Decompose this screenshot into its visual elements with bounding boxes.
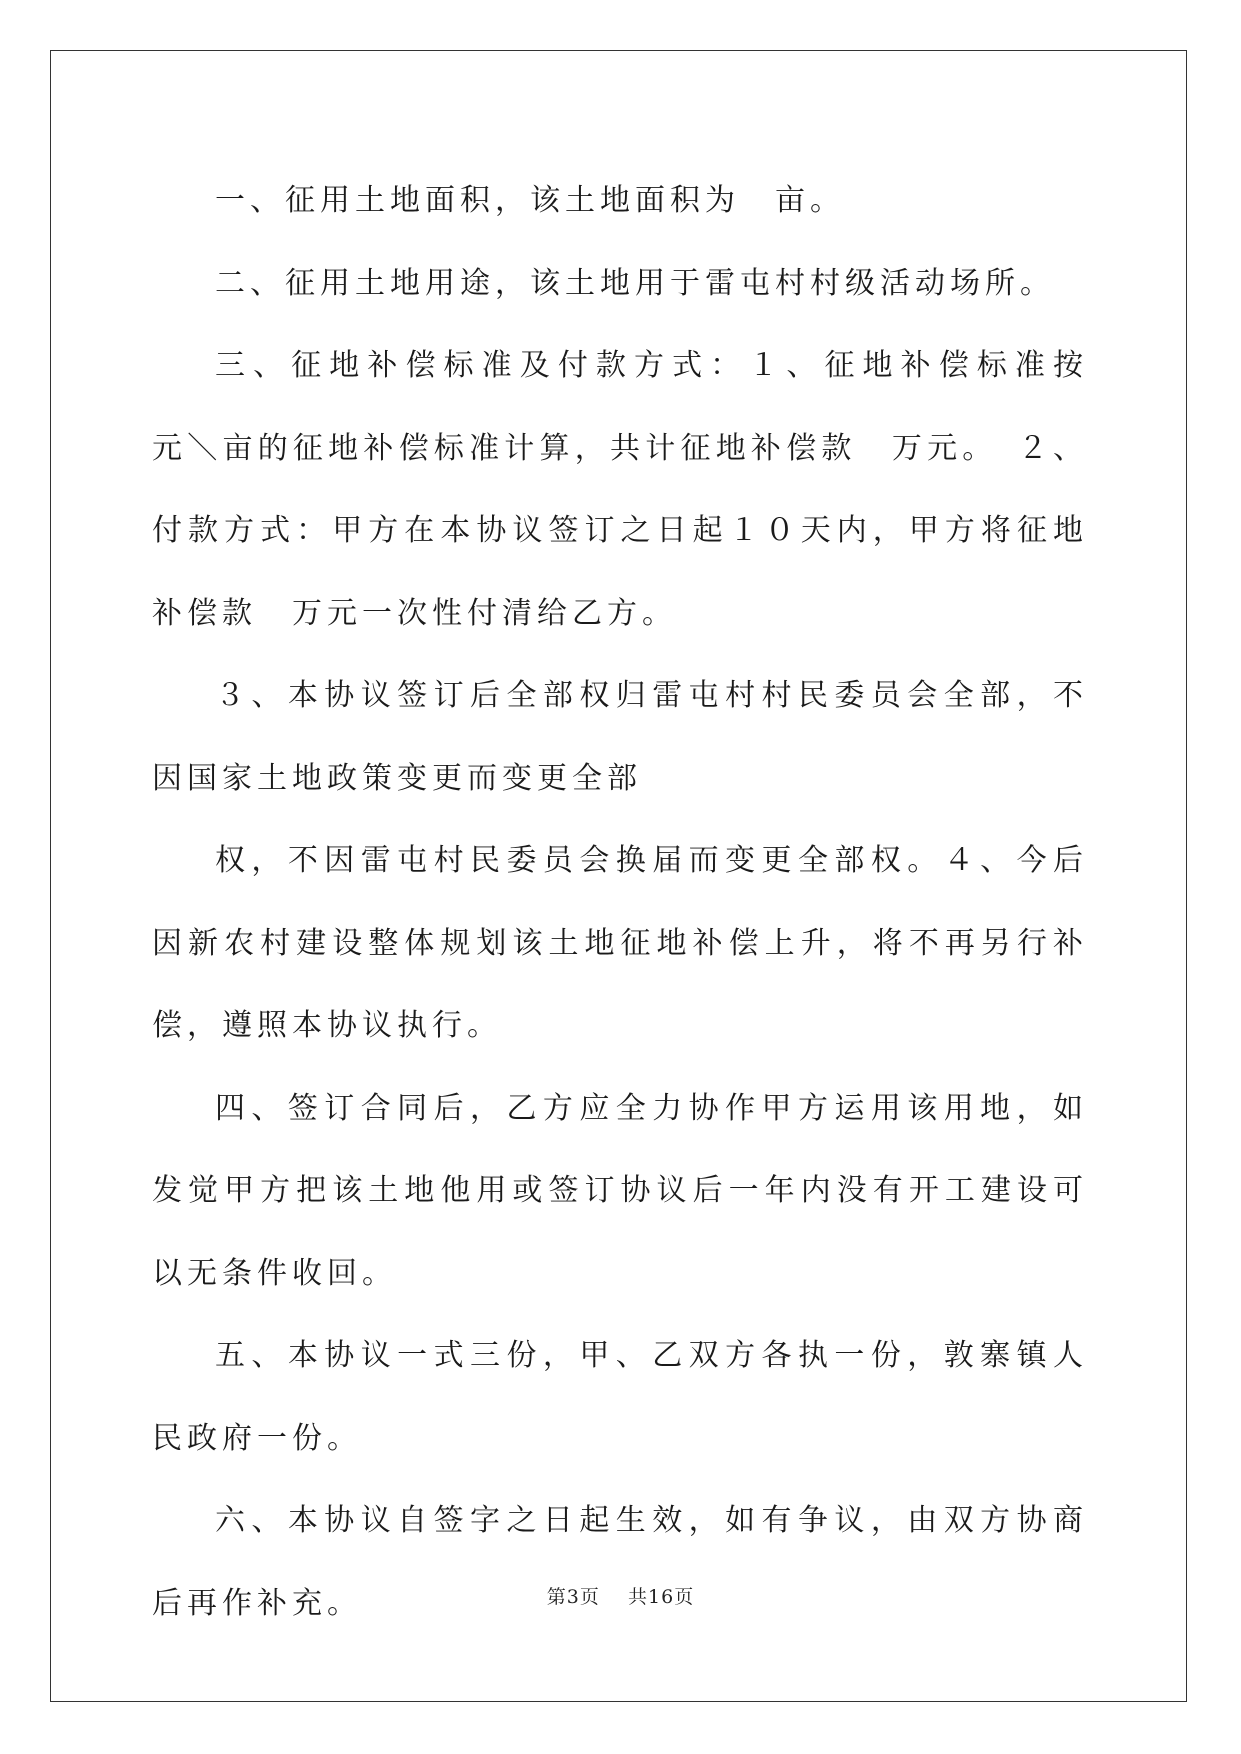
- paragraph-ownership: ３、本协议签订后全部权归雷屯村村民委员会全部，不因国家土地政策变更而变更全部: [152, 678, 1088, 796]
- paragraph-ownership-continued: 权，不因雷屯村民委员会换届而变更全部权。４、今后因新农村建设整体规划该土地征地补偿上升，将不再另行补偿，遵照本协议执行。: [152, 843, 1088, 1043]
- paragraph-effective: 六、本协议自签字之日起生效，如有争议，由双方协商后再作补充。: [152, 1503, 1088, 1621]
- document-body: [152, 160, 1123, 1645]
- paragraph-copies: 五、本协议一式三份，甲、乙双方各执一份，敦寨镇人民政府一份。: [152, 1338, 1088, 1456]
- page-total: 共16页: [628, 1586, 695, 1608]
- page-footer: [0, 1582, 1241, 1609]
- page-number: 第3页: [546, 1586, 600, 1608]
- paragraph-land-use: 二、征用土地用途，该土地用于雷屯村村级活动场所。: [215, 265, 1055, 301]
- paragraph-after-signing: 四、签订合同后，乙方应全力协作甲方运用该用地，如发觉甲方把该土地他用或签订协议后一年内没有开工建设可以无条件收回。: [152, 1090, 1088, 1291]
- paragraph-compensation: 三、征地补偿标准及付款方式：１、征地补偿标准按 元＼亩的征地补偿标准计算，共计征地补偿款 万元。 ２、付款方式：甲方在本协议签订之日起１０天内，甲方将征地补偿款 万元一次性付清给乙方。: [152, 348, 1123, 631]
- paragraph-land-area: 一、征用土地面积，该土地面积为 亩。: [215, 183, 845, 218]
